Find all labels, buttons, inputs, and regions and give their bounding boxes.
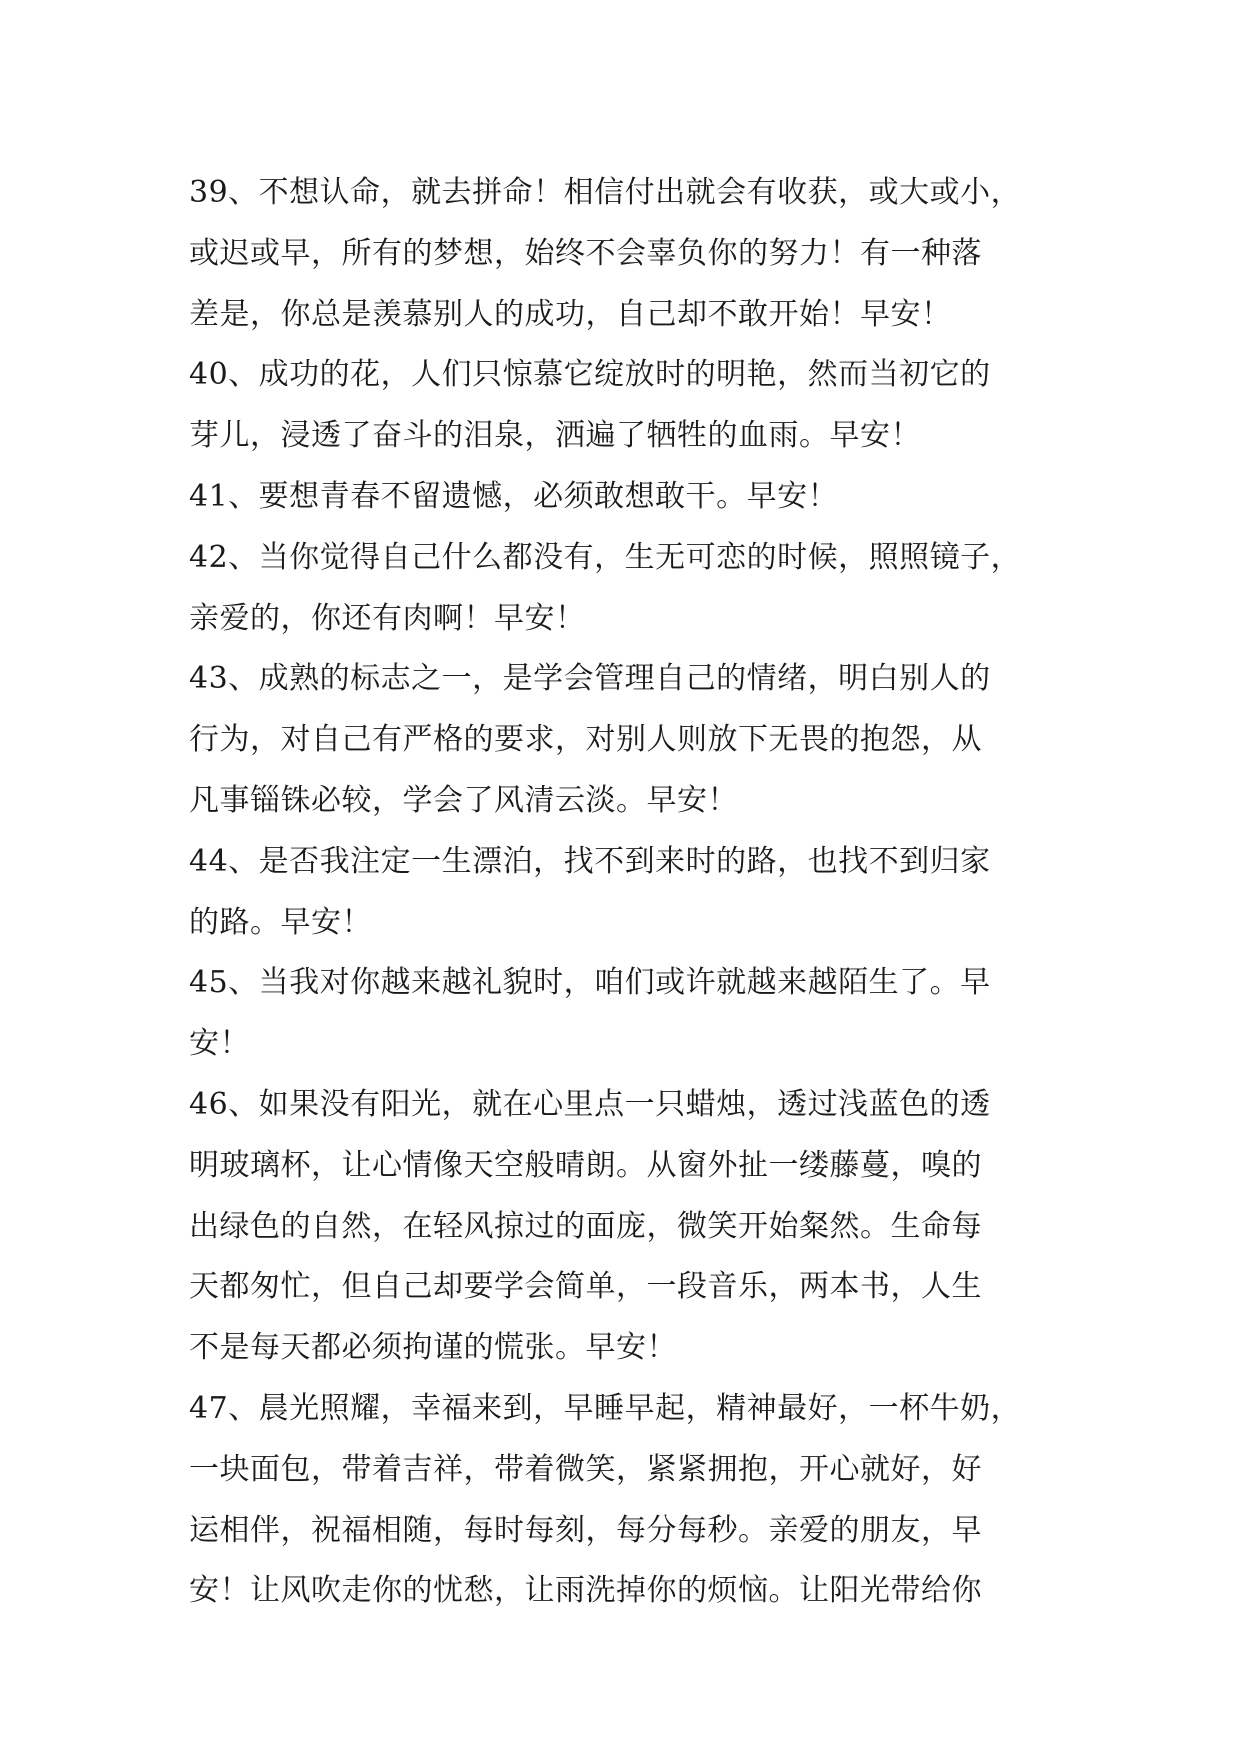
text-line: 不是每天都必须拘谨的慌张。早安！	[189, 1330, 677, 1366]
text-line: 或迟或早，所有的梦想，始终不会辜负你的努力！有一种落	[189, 235, 982, 271]
text-line: 凡事锱铢必较，学会了风清云淡。早安！	[189, 782, 738, 818]
text-line: 43、成熟的标志之一，是学会管理自己的情绪，明白别人的	[189, 661, 991, 697]
text-line: 芽儿，浸透了奋斗的泪泉，洒遍了牺牲的血雨。早安！	[189, 418, 921, 454]
text-line: 明玻璃杯，让心情像天空般晴朗。从窗外扯一缕藤蔓，嗅的	[189, 1147, 982, 1183]
text-line: 39、不想认命，就去拼命！相信付出就会有收获，或大或小，	[189, 175, 1022, 210]
text-line: 安！	[189, 1026, 250, 1062]
text-line: 天都匆忙，但自己却要学会简单，一段音乐，两本书，人生	[189, 1269, 982, 1305]
text-line: 的路。早安！	[189, 904, 372, 940]
text-line: 行为，对自己有严格的要求，对别人则放下无畏的抱怨，从	[189, 722, 982, 758]
text-line: 安！让风吹走你的忧愁，让雨洗掉你的烦恼。让阳光带给你	[189, 1573, 982, 1609]
document-body	[189, 163, 1051, 1622]
text-line: 42、当你觉得自己什么都没有，生无可恋的时候，照照镜子，	[189, 539, 1022, 575]
text-line: 46、如果没有阳光，就在心里点一只蜡烛，透过浅蓝色的透	[189, 1086, 991, 1122]
text-line: 亲爱的，你还有肉啊！早安！	[189, 600, 586, 636]
text-line: 出绿色的自然，在轻风掠过的面庞，微笑开始粲然。生命每	[189, 1208, 982, 1244]
text-line: 运相伴，祝福相随，每时每刻，每分每秒。亲爱的朋友，早	[189, 1512, 982, 1548]
text-line: 44、是否我注定一生漂泊，找不到来时的路，也找不到归家	[189, 843, 991, 879]
text-line: 47、晨光照耀，幸福来到，早睡早起，精神最好，一杯牛奶，	[189, 1390, 1022, 1426]
text-line: 41、要想青春不留遗憾，必须敢想敢干。早安！	[189, 478, 839, 514]
text-line: 45、当我对你越来越礼貌时，咱们或许就越来越陌生了。早	[189, 965, 991, 1001]
text-line: 一块面包，带着吉祥，带着微笑，紧紧拥抱，开心就好，好	[189, 1451, 982, 1487]
text-line: 40、成功的花，人们只惊慕它绽放时的明艳，然而当初它的	[189, 357, 991, 393]
text-line: 差是，你总是羡慕别人的成功，自己却不敢开始！早安！	[189, 296, 952, 332]
